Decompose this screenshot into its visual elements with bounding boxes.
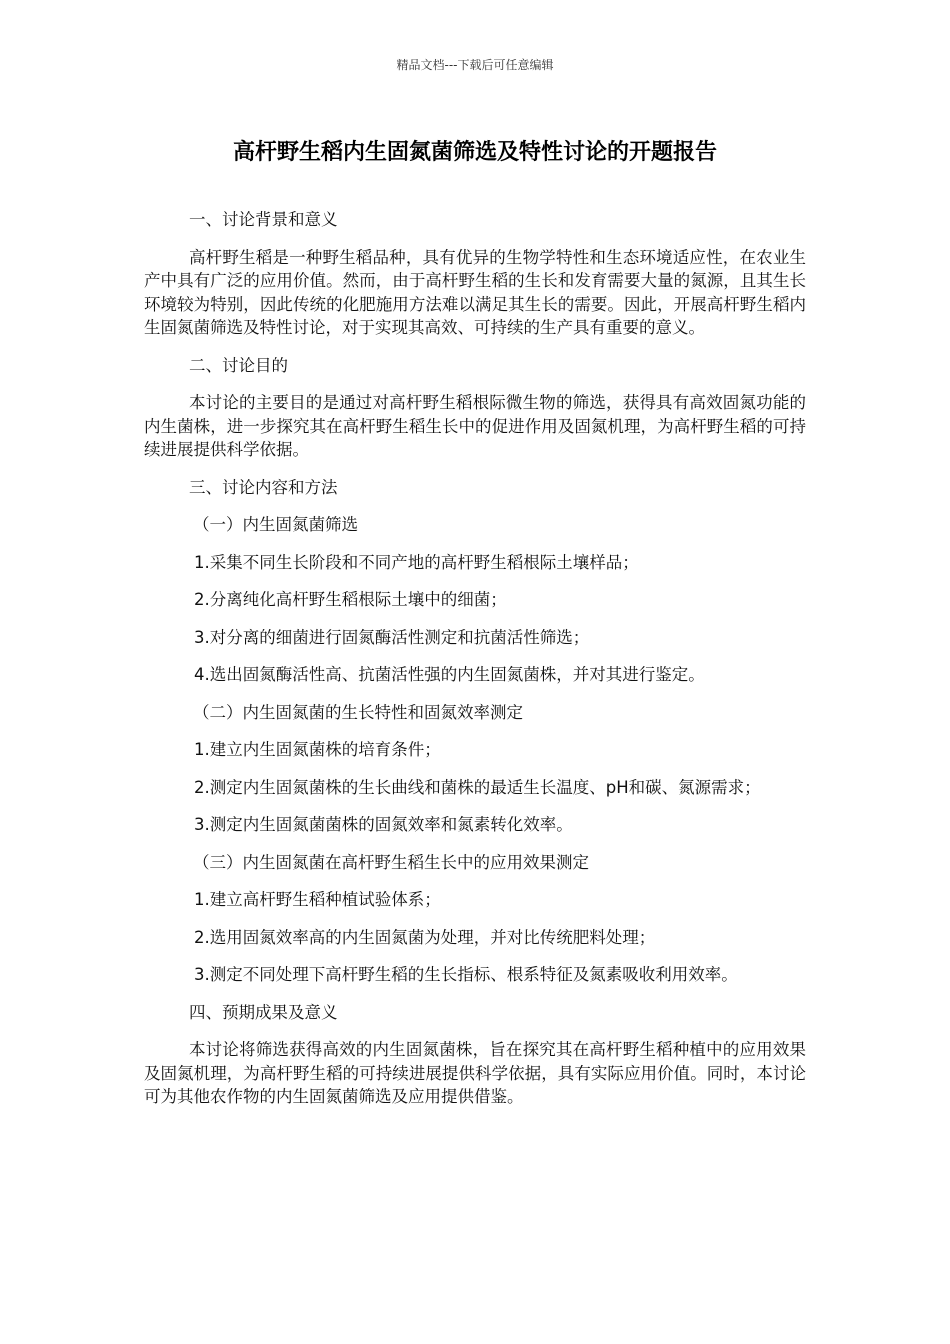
subsection-title-screening: （一）内生固氮菌筛选 — [193, 515, 358, 534]
list-item: 1.建立内生固氮菌株的培育条件； — [194, 740, 441, 759]
section-heading-purpose: 二、讨论目的 — [189, 355, 288, 375]
list-item: 3.对分离的细菌进行固氮酶活性测定和抗菌活性筛选； — [194, 627, 590, 647]
list-item: 3.测定内生固氮菌菌株的固氮效率和氮素转化效率。 — [194, 815, 573, 834]
list-item: 2.选用固氮效率高的内生固氮菌为处理，并对比传统肥料处理； — [194, 927, 656, 947]
subsection-title-growth: （二）内生固氮菌的生长特性和固氮效率测定 — [193, 702, 523, 722]
section-paragraph-background: 高杆野生稻是一种野生稻品种，具有优异的生物学特性和生态环境适应性，在农业生产中具有广泛的应用价值。然而，由于高杆野生稻的生长和发育需要大量的氮源，且其生长环境较为特别，因此传统的化肥施用方法难以满足其生长的需要。因此，开展高杆野生稻内生固氮菌筛选及特性讨论，对于实现其高效、可持续的生产具有重要的意义。 — [144, 247, 806, 337]
document-title: 高杆野生稻内生固氮菌筛选及特性讨论的开题报告 — [232, 140, 717, 165]
page-header: 精品文档---下载后可任意编辑 — [396, 58, 554, 72]
list-item: 2.分离纯化高杆野生稻根际土壤中的细菌； — [194, 590, 507, 609]
list-item: 1.采集不同生长阶段和不同产地的高杆野生稻根际土壤样品； — [194, 552, 639, 572]
section-heading-background: 一、讨论背景和意义 — [189, 210, 338, 229]
section-paragraph-purpose: 本讨论的主要目的是通过对高杆野生稻根际微生物的筛选，获得具有高效固氮功能的内生菌株，进一步探究其在高杆野生稻生长中的促进作用及固氮机理，为高杆野生稻的可持续进展提供科学依据。 — [144, 393, 806, 459]
list-item: 2.测定内生固氮菌株的生长曲线和菌株的最适生长温度、pH和碳、氮源需求； — [194, 777, 761, 797]
section-paragraph-outcomes: 本讨论将筛选获得高效的内生固氮菌株，旨在探究其在高杆野生稻种植中的应用效果及固氮机理，为高杆野生稻的可持续进展提供科学依据，具有实际应用价值。同时，本讨论可为其他农作物的内生固氮菌筛选及应用提供借鉴。 — [144, 1040, 806, 1106]
section-heading-outcomes: 四、预期成果及意义 — [189, 1002, 338, 1022]
list-item: 4.选出固氮酶活性高、抗菌活性强的内生固氮菌株，并对其进行鉴定。 — [194, 665, 705, 684]
document-body — [144, 208, 806, 1123]
subsection-title-application: （三）内生固氮菌在高杆野生稻生长中的应用效果测定 — [193, 852, 589, 872]
section-heading-methods: 三、讨论内容和方法 — [189, 477, 338, 497]
list-item: 1.建立高杆野生稻种植试验体系； — [194, 890, 441, 909]
list-item: 3.测定不同处理下高杆野生稻的生长指标、根系特征及氮素吸收利用效率。 — [194, 965, 738, 984]
